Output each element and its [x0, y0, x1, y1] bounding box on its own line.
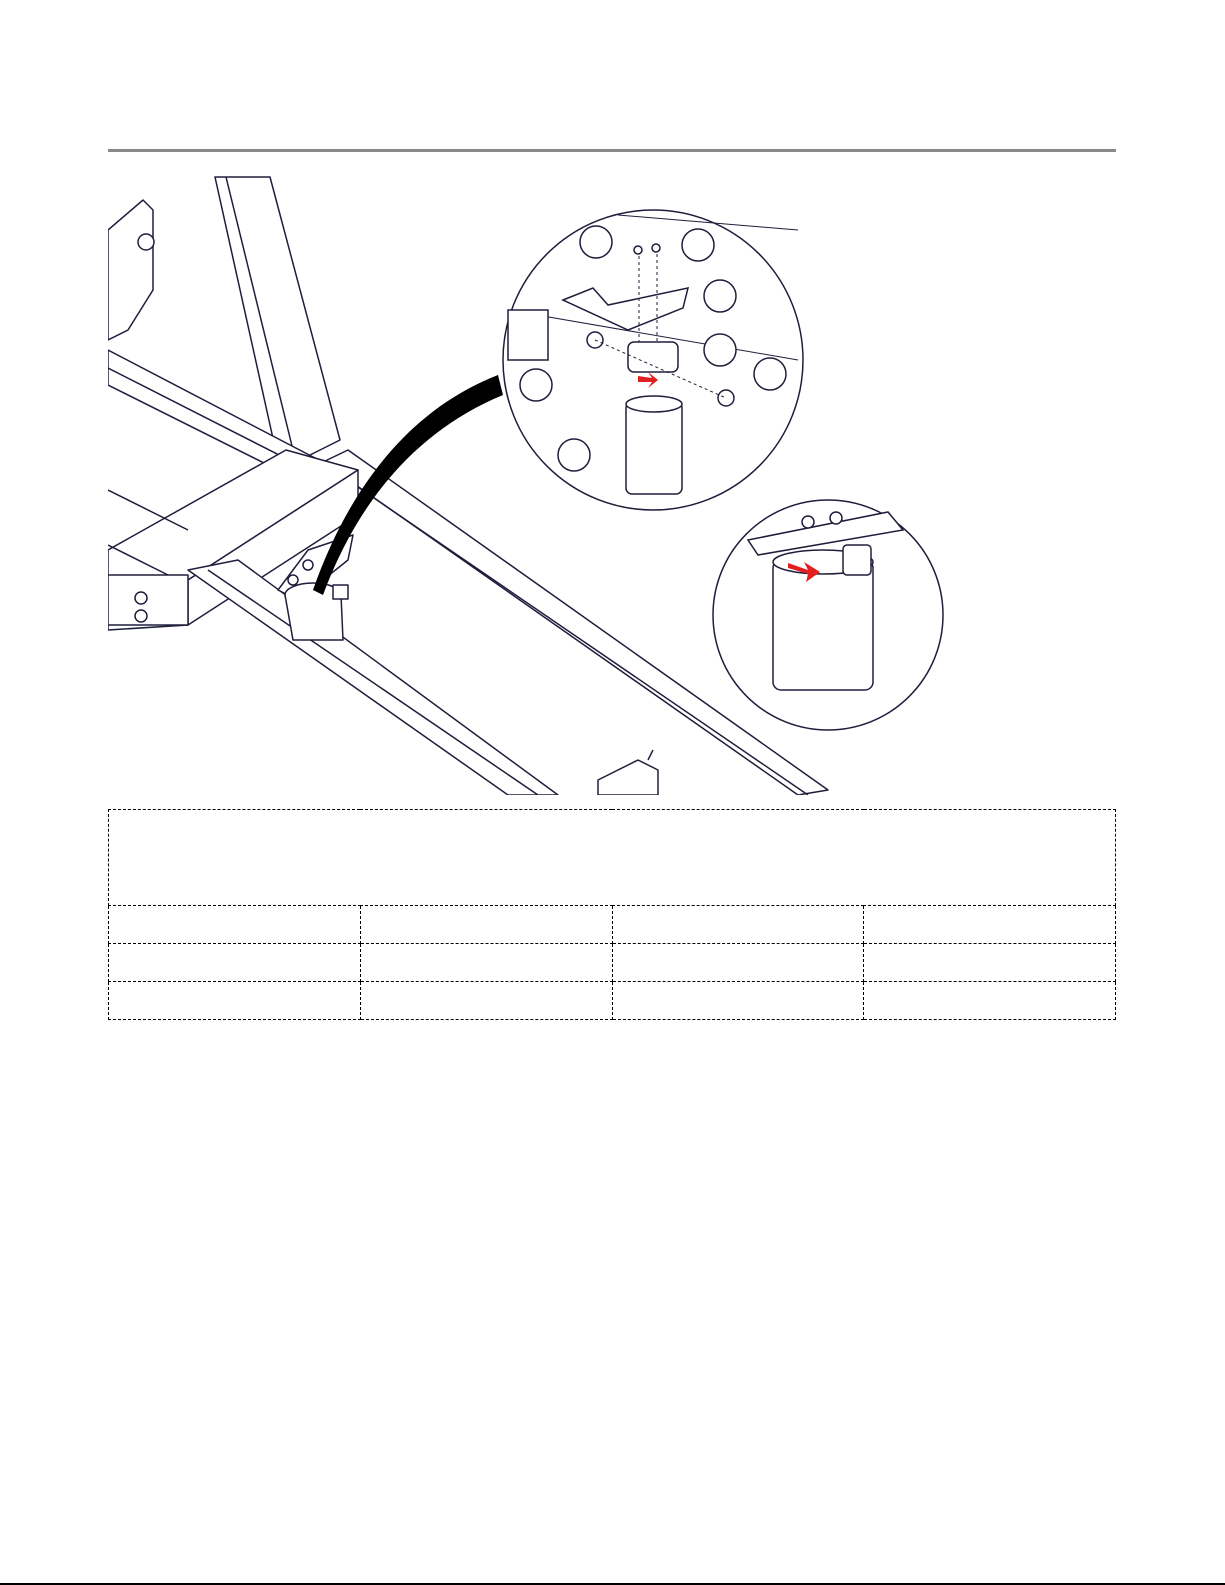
lower-rail	[188, 560, 558, 795]
callout-bubble	[704, 334, 736, 366]
part-description	[360, 906, 612, 944]
table-row	[109, 906, 1116, 944]
part-number	[612, 906, 864, 944]
filter-assembly-illustration	[108, 170, 1116, 795]
callout-bubble	[520, 369, 552, 401]
part-description	[864, 982, 1116, 1020]
part-number	[612, 982, 864, 1020]
part-description	[864, 906, 1116, 944]
callout-bubble	[558, 439, 590, 471]
table-caption-row	[109, 810, 1116, 906]
part-number	[109, 944, 361, 982]
exploded-detail-view	[503, 210, 803, 510]
installed-detail-view	[713, 500, 943, 730]
part-number	[109, 906, 361, 944]
table-row	[109, 982, 1116, 1020]
part-number	[612, 944, 864, 982]
callout-bubble	[682, 229, 714, 261]
callout-bubble	[754, 358, 786, 390]
part-description	[360, 982, 612, 1020]
top-left-bracket	[108, 200, 153, 340]
part-description	[360, 944, 612, 982]
table-row	[109, 944, 1116, 982]
callout-bubble	[580, 226, 612, 258]
header-rule	[108, 149, 1116, 152]
parts-table	[108, 809, 1116, 1020]
callout-bubble	[704, 280, 736, 312]
figure-caption	[109, 810, 1116, 906]
part-number	[109, 982, 361, 1020]
part-description	[864, 944, 1116, 982]
left-mount-plate	[108, 575, 188, 625]
